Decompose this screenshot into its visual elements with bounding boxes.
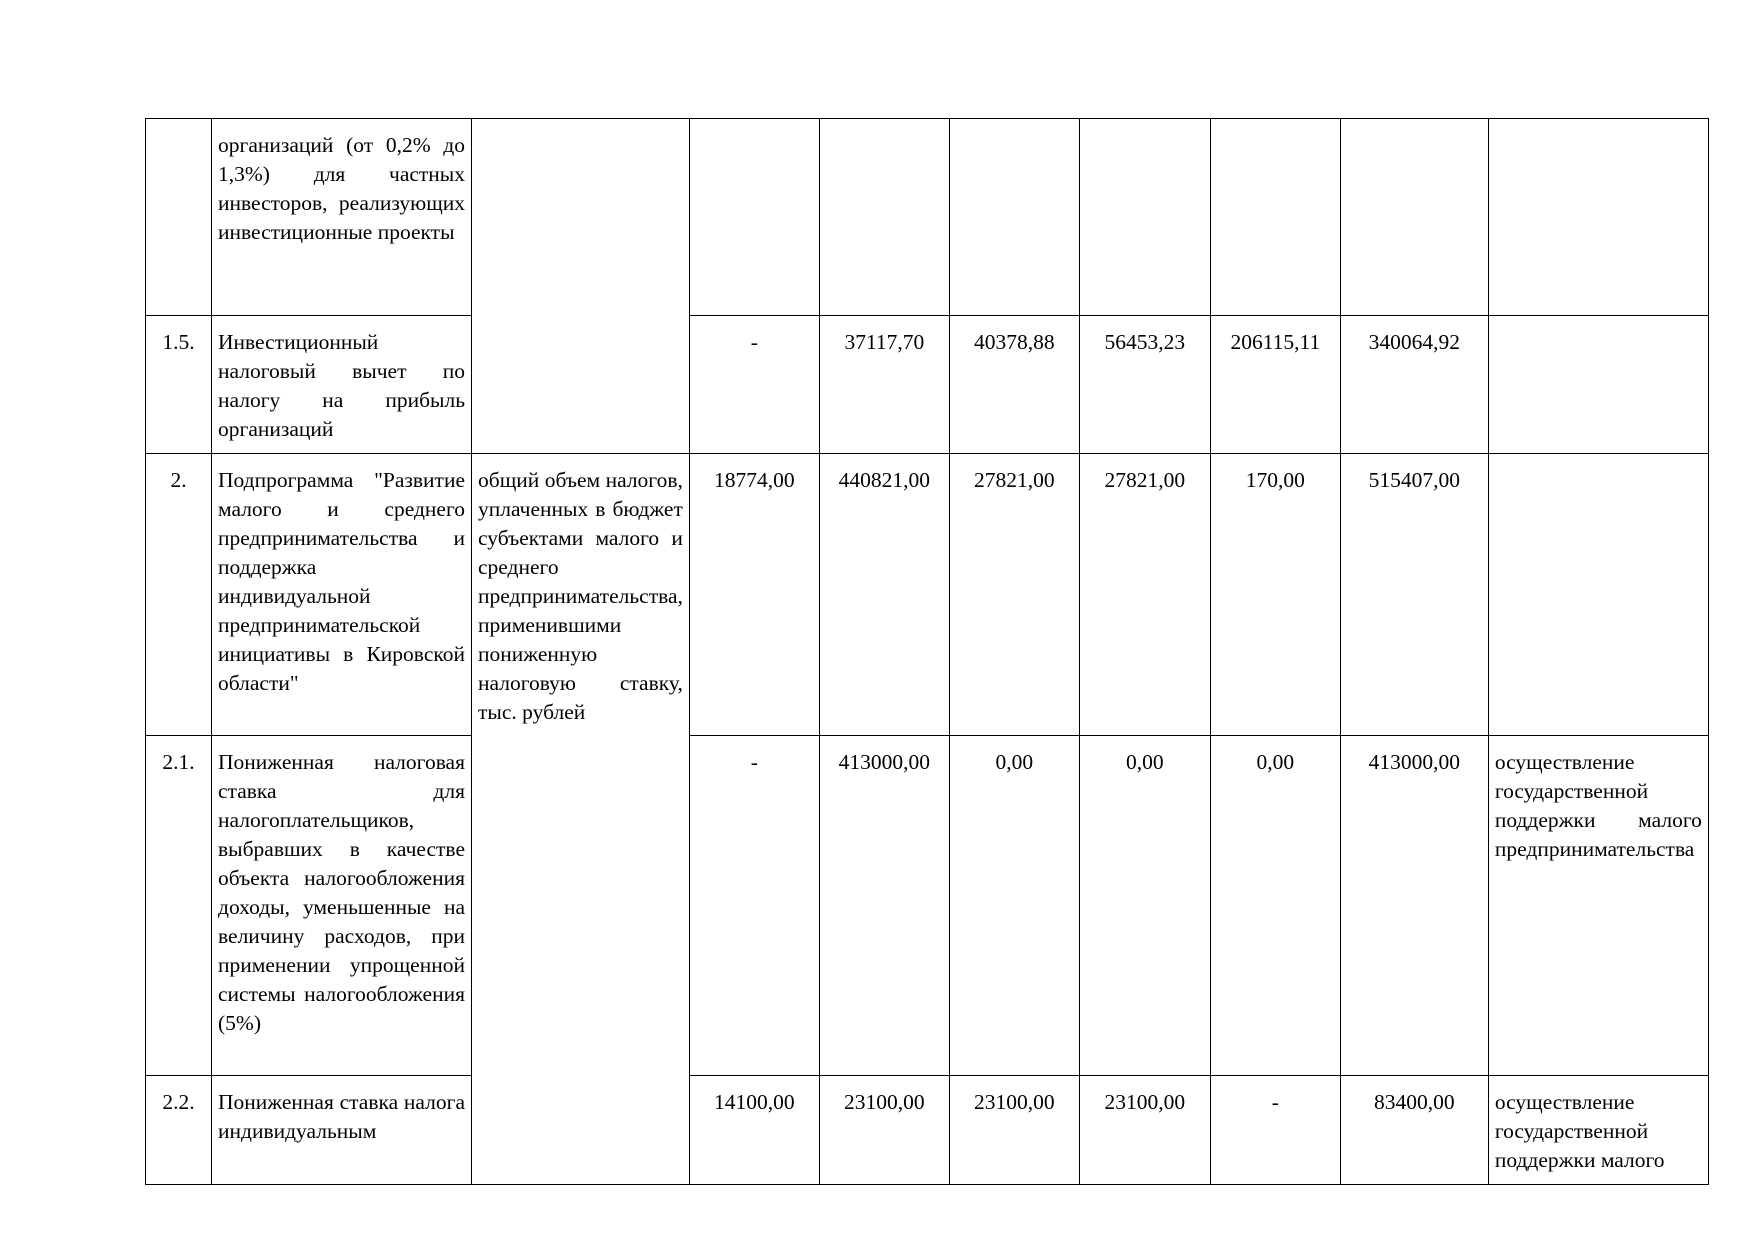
value-cell: [689, 119, 819, 316]
indicator-cell-empty: [472, 119, 690, 454]
table-row: [146, 454, 1709, 736]
table-row: [146, 316, 1709, 454]
value-cell: 23100,00: [949, 1076, 1079, 1185]
value-cell: 27821,00: [1079, 454, 1210, 736]
note-cell: осуществление государственной поддержки малого предпринимательства: [1488, 736, 1708, 1076]
note-cell: [1488, 119, 1708, 316]
value-cell: 0,00: [1079, 736, 1210, 1076]
value-cell: 340064,92: [1340, 316, 1488, 454]
value-cell: 440821,00: [819, 454, 949, 736]
value-cell: 56453,23: [1079, 316, 1210, 454]
row-number: 2.1.: [146, 736, 212, 1076]
value-cell: [1210, 119, 1340, 316]
table-row: [146, 1076, 1709, 1185]
row-name: Подпрограмма "Развитие малого и среднего предпринимательства и поддержка индивидуальной предпринимательской инициативы в Кировской области": [212, 454, 472, 736]
value-cell: -: [689, 316, 819, 454]
note-cell: [1488, 454, 1708, 736]
value-cell: 83400,00: [1340, 1076, 1488, 1185]
value-cell: 0,00: [949, 736, 1079, 1076]
value-cell: 27821,00: [949, 454, 1079, 736]
document-table: [145, 118, 1709, 1185]
value-cell: -: [689, 736, 819, 1076]
table-row: [146, 736, 1709, 1076]
note-cell: [1488, 316, 1708, 454]
value-cell: 23100,00: [819, 1076, 949, 1185]
value-cell: 170,00: [1210, 454, 1340, 736]
value-cell: 14100,00: [689, 1076, 819, 1185]
value-cell: 413000,00: [1340, 736, 1488, 1076]
row-number: 1.5.: [146, 316, 212, 454]
value-cell: [949, 119, 1079, 316]
value-cell: 23100,00: [1079, 1076, 1210, 1185]
row-name: Пониженная ставка налога индивидуальным: [212, 1076, 472, 1185]
value-cell: 206115,11: [1210, 316, 1340, 454]
value-cell: 515407,00: [1340, 454, 1488, 736]
value-cell: 0,00: [1210, 736, 1340, 1076]
note-cell: осуществление государственной поддержки малого: [1488, 1076, 1708, 1185]
row-number: 2.: [146, 454, 212, 736]
value-cell: -: [1210, 1076, 1340, 1185]
row-number: [146, 119, 212, 316]
row-number: 2.2.: [146, 1076, 212, 1185]
value-cell: [819, 119, 949, 316]
value-cell: [1079, 119, 1210, 316]
value-cell: 40378,88: [949, 316, 1079, 454]
indicator-cell: общий объем налогов, уплаченных в бюджет субъектами малого и среднего предпринимательства, применившими пониженную налоговую ставку, тыс. рублей: [472, 454, 690, 1185]
value-cell: [1340, 119, 1488, 316]
row-name: Инвестиционный налоговый вычет по налогу на прибыль организаций: [212, 316, 472, 454]
row-name: организаций (от 0,2% до 1,3%) для частных инвесторов, реализующих инвестиционные проекты: [212, 119, 472, 316]
table-row: [146, 119, 1709, 316]
row-name: Пониженная налоговая ставка для налогоплательщиков, выбравших в качестве объекта налогообложения доходы, уменьшенные на величину расходов, при применении упрощенной системы налогообложения (5%): [212, 736, 472, 1076]
value-cell: 37117,70: [819, 316, 949, 454]
value-cell: 18774,00: [689, 454, 819, 736]
value-cell: 413000,00: [819, 736, 949, 1076]
